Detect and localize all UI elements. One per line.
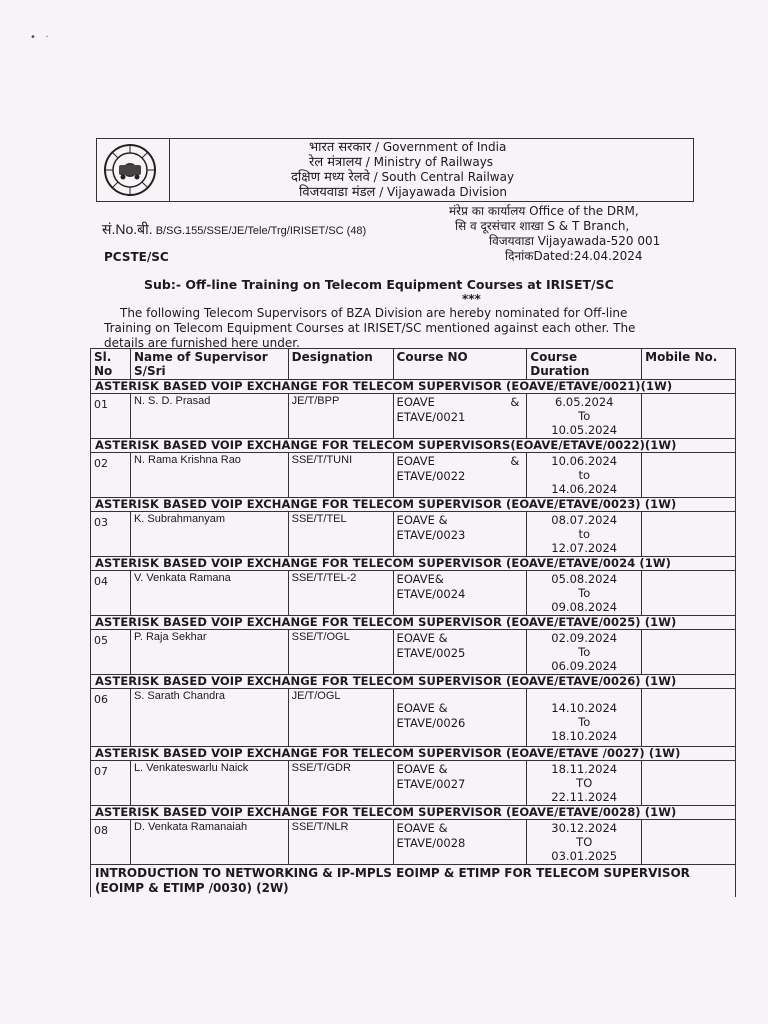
letterhead-english-2: Ministry of Railways (373, 155, 494, 169)
duration-to-word: TO (576, 776, 593, 790)
course-amp (519, 513, 523, 528)
cell-sl: 06 (91, 689, 131, 747)
cell-mobile (642, 761, 736, 806)
letterhead-english-1: Government of India (382, 140, 507, 154)
table-body (91, 380, 736, 898)
office-address (449, 204, 660, 264)
cell-designation: SSE/T/TEL (288, 512, 393, 557)
letterhead-hindi-4: विजयवाडा मंडल (299, 185, 376, 200)
nomination-table (90, 348, 736, 897)
cell-name: P. Raja Sekhar (130, 630, 288, 675)
duration-to-word: to (578, 527, 590, 541)
duration-to: 14.06.2024 (551, 482, 618, 496)
reference-prefix: सं.No.बी. (102, 221, 153, 237)
course-amp: & (510, 395, 520, 409)
office-line-1: मंरेप्र का कार्यालय Office of the DRM, (449, 204, 639, 218)
duration-from: 14.10.2024 (551, 701, 618, 715)
cell-course-no (393, 571, 527, 616)
letterhead-lines: भारत सरकार / Government of India रेल मंत्रालय / Ministry of Railways दक्षिण मध्य रेलवे / South Central Railway विजयवाडा मंडल / Vijayawada Division (291, 140, 515, 200)
course-section-header (91, 806, 736, 820)
duration-to-word: TO (576, 835, 593, 849)
duration-to: 09.08.2024 (551, 600, 618, 614)
cell-course-no (393, 820, 527, 865)
cell-duration (527, 761, 642, 806)
course-part-a: EOAVE (396, 395, 435, 409)
cell-designation: SSE/T/NLR (288, 820, 393, 865)
cell-name: N. Rama Krishna Rao (130, 453, 288, 498)
duration-to: 06.09.2024 (551, 659, 618, 673)
letterhead-hindi-1: भारत सरकार (309, 140, 372, 155)
table-row (91, 394, 736, 439)
course-part-a: EOAVE (396, 454, 435, 468)
cell-name: V. Venkata Ramana (130, 571, 288, 616)
office-line-2: सि व दूरसंचार शाखा S & T Branch, (455, 219, 630, 233)
course-part-b: ETAVE/0025 (396, 646, 466, 660)
cell-mobile (642, 689, 736, 747)
duration-to-word: To (578, 645, 591, 659)
cell-mobile (642, 453, 736, 498)
course-amp (519, 631, 523, 646)
cell-course-no (393, 630, 527, 675)
course-section-title: ASTERISK BASED VOIP EXCHANGE FOR TELECOM SUPERVISOR (EOAVE/ETAVE/0025) (1W) (91, 616, 736, 630)
cell-sl: 08 (91, 820, 131, 865)
course-section-title: ASTERISK BASED VOIP EXCHANGE FOR TELECOM SUPERVISORS(EOAVE/ETAVE/0022)(1W) (91, 439, 736, 453)
intro-line-3: details are furnished here under. (104, 336, 300, 350)
course-part-b: ETAVE/0022 (396, 469, 466, 483)
emblem-cell (97, 139, 170, 201)
duration-from: 08.07.2024 (551, 513, 618, 527)
course-part-a: EOAVE & (396, 762, 448, 776)
course-section-header (91, 557, 736, 571)
cell-duration (527, 630, 642, 675)
cell-mobile (642, 630, 736, 675)
cell-sl: 04 (91, 571, 131, 616)
cell-designation: SSE/T/TEL-2 (288, 571, 393, 616)
duration-from: 18.11.2024 (551, 762, 618, 776)
cell-mobile (642, 820, 736, 865)
last-section-line-2: (EOIMP & ETIMP /0030) (2W) (95, 881, 289, 895)
office-date: दिनांकDated:24.04.2024 (505, 249, 643, 263)
cell-name: D. Venkata Ramanaiah (130, 820, 288, 865)
table-row (91, 630, 736, 675)
cell-mobile (642, 571, 736, 616)
cell-duration (527, 820, 642, 865)
duration-to-word: to (578, 468, 590, 482)
cell-sl: 01 (91, 394, 131, 439)
cell-designation: SSE/T/TUNI (288, 453, 393, 498)
cell-duration (527, 453, 642, 498)
duration-to: 12.07.2024 (551, 541, 618, 555)
duration-to-word: To (578, 409, 591, 423)
cell-sl: 05 (91, 630, 131, 675)
duration-to-word: To (578, 586, 591, 600)
duration-to-word: To (578, 715, 591, 729)
duration-from: 30.12.2024 (551, 821, 618, 835)
header-designation: Designation (288, 349, 393, 380)
table-row (91, 761, 736, 806)
course-part-a: EOAVE & (396, 701, 448, 715)
cell-duration (527, 394, 642, 439)
cell-mobile (642, 512, 736, 557)
table-row (91, 689, 736, 747)
duration-from: 05.08.2024 (551, 572, 618, 586)
duration-from: 10.06.2024 (551, 454, 618, 468)
addressee: PCSTE/SC (104, 250, 169, 264)
course-part-b: ETAVE/0024 (396, 587, 466, 601)
cell-course-no (393, 394, 527, 439)
reference-value: B/SG.155/SSE/JE/Tele/Trg/IRISET/SC (48) (155, 225, 367, 237)
cell-designation: JE/T/OGL (288, 689, 393, 747)
duration-from: 02.09.2024 (551, 631, 618, 645)
course-section-header (91, 498, 736, 512)
cell-name: N. S. D. Prasad (130, 394, 288, 439)
indian-railways-emblem-icon (103, 143, 157, 197)
separator-stars: *** (462, 292, 481, 306)
course-section-header (91, 747, 736, 761)
letterhead-hindi-3: दक्षिण मध्य रेलवे (291, 170, 370, 185)
course-section-title: ASTERISK BASED VOIP EXCHANGE FOR TELECOM SUPERVISOR (EOAVE/ETAVE/0023) (1W) (91, 498, 736, 512)
course-section-header (91, 616, 736, 630)
course-part-b: ETAVE/0023 (396, 528, 466, 542)
last-section-line-1: INTRODUCTION TO NETWORKING & IP-MPLS EOIMP & ETIMP FOR TELECOM SUPERVISOR (95, 866, 690, 880)
duration-to: 03.01.2025 (551, 849, 618, 863)
cell-designation: SSE/T/GDR (288, 761, 393, 806)
course-section-title: ASTERISK BASED VOIP EXCHANGE FOR TELECOM SUPERVISOR (EOAVE/ETAVE/0024 (1W) (91, 557, 736, 571)
course-section-title: ASTERISK BASED VOIP EXCHANGE FOR TELECOM SUPERVISOR (EOAVE/ETAVE/0021)(1W) (91, 380, 736, 394)
letterhead-hindi-2: रेल मंत्रालय (309, 155, 362, 170)
letterhead (96, 138, 694, 202)
header-course-no: Course NO (393, 349, 527, 380)
cell-duration (527, 689, 642, 747)
cell-course-no (393, 512, 527, 557)
intro-line-1: The following Telecom Supervisors of BZA Division are hereby nominated for Off-line (120, 306, 628, 320)
cell-course-no (393, 689, 527, 747)
cell-name: L. Venkateswarlu Naick (130, 761, 288, 806)
course-section-header (91, 380, 736, 394)
intro-paragraph (104, 306, 764, 351)
cell-sl: 07 (91, 761, 131, 806)
course-section-title (91, 865, 736, 898)
header-sl: Sl. No (91, 349, 131, 380)
office-line-3: विजयवाडा Vijayawada-520 001 (489, 234, 661, 248)
cell-name: K. Subrahmanyam (130, 512, 288, 557)
scan-marks: • · (30, 32, 49, 43)
course-section-title: ASTERISK BASED VOIP EXCHANGE FOR TELECOM SUPERVISOR (EOAVE/ETAVE/0028) (1W) (91, 806, 736, 820)
cell-sl: 03 (91, 512, 131, 557)
table-row (91, 512, 736, 557)
header-duration: Course Duration (527, 349, 642, 380)
course-part-b: ETAVE/0027 (396, 777, 466, 791)
table-row (91, 820, 736, 865)
course-part-a: EOAVE & (396, 821, 448, 835)
course-part-b: ETAVE/0021 (396, 410, 466, 424)
course-amp (519, 701, 523, 716)
cell-name: S. Sarath Chandra (130, 689, 288, 747)
cell-course-no (393, 453, 527, 498)
duration-to: 18.10.2024 (551, 729, 618, 743)
cell-duration (527, 571, 642, 616)
cell-sl: 02 (91, 453, 131, 498)
course-part-a: EOAVE& (396, 572, 444, 586)
duration-from: 6.05.2024 (554, 395, 614, 409)
cell-mobile (642, 394, 736, 439)
course-amp: & (510, 454, 520, 468)
letterhead-english-3: South Central Railway (381, 170, 515, 184)
course-section-title: ASTERISK BASED VOIP EXCHANGE FOR TELECOM SUPERVISOR (EOAVE/ETAVE/0026) (1W) (91, 675, 736, 689)
cell-designation: JE/T/BPP (288, 394, 393, 439)
course-section-title: ASTERISK BASED VOIP EXCHANGE FOR TELECOM SUPERVISOR (EOAVE/ETAVE /0027) (1W) (91, 747, 736, 761)
table-header-row (91, 349, 736, 380)
cell-course-no (393, 761, 527, 806)
course-part-a: EOAVE & (396, 631, 448, 645)
course-amp (519, 821, 523, 836)
course-section-header (91, 675, 736, 689)
course-section-header (91, 865, 736, 898)
duration-to: 22.11.2024 (551, 790, 618, 804)
course-part-b: ETAVE/0026 (396, 716, 466, 730)
reference-number (102, 220, 366, 239)
header-mobile: Mobile No. (642, 349, 736, 380)
duration-to: 10.05.2024 (551, 423, 618, 437)
intro-line-2: Training on Telecom Equipment Courses at IRISET/SC mentioned against each other. The (104, 321, 636, 335)
table-row (91, 571, 736, 616)
course-amp (519, 762, 523, 777)
course-part-a: EOAVE & (396, 513, 448, 527)
course-part-b: ETAVE/0028 (396, 836, 466, 850)
table-row (91, 453, 736, 498)
cell-designation: SSE/T/OGL (288, 630, 393, 675)
header-name: Name of Supervisor S/Sri (130, 349, 288, 380)
letterhead-english-4: Vijayawada Division (387, 185, 507, 199)
cell-duration (527, 512, 642, 557)
subject-line: Sub:- Off-line Training on Telecom Equipment Courses at IRISET/SC (144, 277, 614, 292)
course-section-header (91, 439, 736, 453)
course-amp (519, 572, 523, 587)
